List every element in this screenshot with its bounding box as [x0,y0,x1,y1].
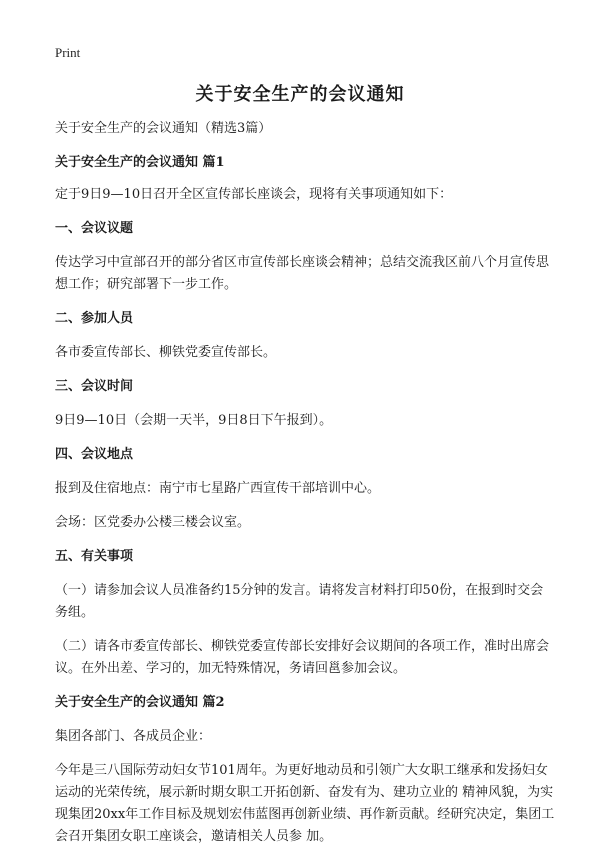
topic-heading: 一、会议议题 [55,221,134,236]
section-1-intro: 定于9日9—10日召开全区宣传部长座谈会，现将有关事项通知如下： [55,187,453,202]
document-subtitle: 关于安全生产的会议通知（精选3篇） [55,121,272,136]
place-paragraph-venue: 会场：区党委办公楼三楼会议室。 [55,515,251,530]
time-heading: 三、会议时间 [55,379,134,394]
print-link[interactable]: Print [55,45,81,60]
section-2-heading: 关于安全生产的会议通知 篇2 [55,695,225,710]
place-heading: 四、会议地点 [55,447,134,462]
people-paragraph: 各市委宣传部长、柳铁党委宣传部长。 [55,345,277,360]
place-paragraph-lodging: 报到及住宿地点：南宁市七星路广西宣传干部培训中心。 [55,481,381,496]
time-paragraph: 9日9—10日（会期一天半，9日8日下午报到）。 [55,413,333,428]
document-body [55,118,555,848]
matter-item-1: （一）请参加会议人员准备约15分钟的发言。请将发言材料打印50份，在报到时交会务组。 [55,583,544,620]
section-1-heading: 关于安全生产的会议通知 篇1 [55,155,225,170]
matters-heading: 五、有关事项 [55,549,134,564]
section-2-body: 今年是三八国际劳动妇女节101周年。为更好地动员和引领广大女职工继承和发扬妇女运动的光荣传统，展示新时期女职工开拓创新、奋发有为、建功立业的 精神风貌，为实现集团20xx年工作目标及规划宏伟蓝图再创新业绩、再作新贡献。经研究决定，集团工会召开集团女职工座谈会，邀请相关人员参 加。 [55,763,555,844]
section-2-addressee: 集团各部门、各成员企业： [55,729,212,744]
people-heading: 二、参加人员 [55,311,134,326]
matter-item-2: （二）请各市委宣传部长、柳铁党委宣传部长安排好会议期间的各项工作，准时出席会议。在外出差、学习的，加无特殊情况，务请回邕参加会议。 [55,639,550,676]
page-title: 关于安全生产的会议通知 [195,84,405,105]
topic-paragraph: 传达学习中宣部召开的部分省区市宣传部长座谈会精神；总结交流我区前八个月宣传思想工作；研究部署下一步工作。 [55,255,550,292]
